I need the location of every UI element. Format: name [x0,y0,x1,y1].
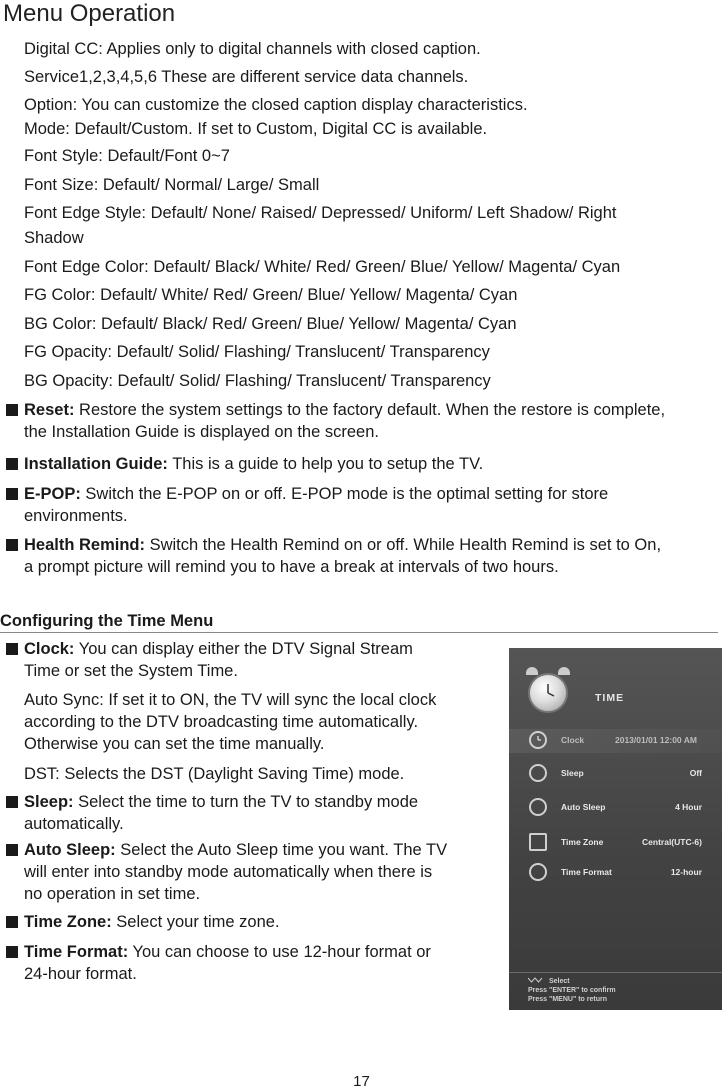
cc-line-font-size: Font Size: Default/ Normal/ Large/ Small [24,176,320,194]
tv-menu-item-clock[interactable] [509,729,722,753]
sleep-icon [529,764,547,782]
tv-menu-footer [509,972,722,973]
bullet-icon [6,458,18,470]
tv-menu-item-auto-sleep[interactable] [509,796,722,820]
tv-menu-value: Off [689,768,702,778]
clock-format-icon [529,863,547,881]
alarm-clock-icon [528,673,568,713]
reset-item: Reset: Restore the system settings to the factory default. When the restore is complete, [6,400,665,420]
world-map-icon [529,833,547,851]
cc-line-bg-opacity: BG Opacity: Default/ Solid/ Flashing/ Translucent/ Transparency [24,372,491,390]
bullet-icon [6,643,18,655]
tv-menu-title: TIME [595,692,625,704]
time-zone-item: Time Zone: Select your time zone. [6,912,280,932]
bullet-icon [6,946,18,958]
auto-sleep-text-cont-1: will enter into standby mode automatically when there is [24,863,433,881]
epop-item: E-POP: Switch the E-POP on or off. E-POP mode is the optimal setting for store [6,484,608,504]
health-remind-item: Health Remind: Switch the Health Remind on or off. While Health Remind is set to On, [6,535,661,555]
dst-line: DST: Selects the DST (Daylight Saving Time) mode. [24,765,405,783]
tv-menu-value: 4 Hour [675,802,702,812]
cc-line-font-style: Font Style: Default/Font 0~7 [24,147,230,165]
tv-menu-clock-value: 2013/01/01 12:00 AM [615,735,697,745]
clock-item: Clock: You can display either the DTV Signal Stream [6,639,413,659]
bullet-icon [6,404,18,416]
bullet-icon [6,916,18,928]
auto-sync-line-1: Auto Sync: If set it to ON, the TV will sync the local clock [24,691,437,709]
tv-menu-label: Time Zone [561,837,604,847]
tv-footer-menu: Press "MENU" to return [528,996,607,1003]
cc-line-font-edge-style: Font Edge Style: Default/ None/ Raised/ Depressed/ Uniform/ Left Shadow/ Right [24,204,617,222]
tv-menu-label: Clock [561,735,585,745]
auto-sleep-item: Auto Sleep: Select the Auto Sleep time you want. The TV [6,840,447,860]
tv-menu-item-time-format[interactable] [509,861,722,885]
tv-menu-label: Sleep [561,768,584,778]
tv-menu-value: 12-hour [670,867,702,877]
tv-menu-label: Time Format [561,867,612,877]
installation-guide-item: Installation Guide: This is a guide to help you to setup the TV. [6,454,483,474]
tv-menu-label: Auto Sleep [561,802,606,812]
tv-footer-enter: Press "ENTER" to confirm [528,987,616,994]
auto-sleep-icon [529,798,547,816]
clock-icon [529,731,547,749]
sleep-text-cont: automatically. [24,815,124,833]
auto-sleep-text-cont-2: no operation in set time. [24,885,201,903]
time-format-text-cont: 24-hour format. [24,965,137,983]
cc-line-shadow: Shadow [24,229,84,247]
tv-menu-value: Central(UTC-6) [642,837,702,847]
time-format-item: Time Format: You can choose to use 12-hour format or [6,942,431,962]
auto-sync-line-2: according to the DTV broadcasting time automatically. [24,713,419,731]
tv-menu-item-sleep[interactable] [509,762,722,786]
up-down-arrows-icon [528,977,542,983]
cc-line-option: Option: You can customize the closed caption display characteristics. [24,96,528,114]
bullet-icon [6,844,18,856]
cc-line-fg-color: FG Color: Default/ White/ Red/ Green/ Blue/ Yellow/ Magenta/ Cyan [24,286,518,304]
cc-line-font-edge-color: Font Edge Color: Default/ Black/ White/ Red/ Green/ Blue/ Yellow/ Magenta/ Cyan [24,258,621,276]
tv-time-menu [509,648,722,1010]
epop-text-cont: environments. [24,507,128,525]
page-number: 17 [353,1073,370,1090]
tv-menu-item-time-zone[interactable] [509,831,722,855]
section-title: Configuring the Time Menu [0,612,718,633]
cc-line-service: Service1,2,3,4,5,6 These are different service data channels. [24,68,469,86]
cc-line-mode: Mode: Default/Custom. If set to Custom, Digital CC is available. [24,120,488,138]
auto-sync-line-3: Otherwise you can set the time manually. [24,735,325,753]
bullet-icon [6,796,18,808]
reset-text-cont: the Installation Guide is displayed on the screen. [24,423,379,441]
page-title: Menu Operation [3,0,176,27]
bullet-icon [6,539,18,551]
sleep-item: Sleep: Select the time to turn the TV to standby mode [6,792,418,812]
bullet-icon [6,488,18,500]
tv-footer-select: Select [549,978,570,985]
clock-text-cont: Time or set the System Time. [24,662,238,680]
health-text-cont: a prompt picture will remind you to have a break at intervals of two hours. [24,558,559,576]
cc-line-fg-opacity: FG Opacity: Default/ Solid/ Flashing/ Translucent/ Transparency [24,343,490,361]
cc-line-digital: Digital CC: Applies only to digital channels with closed caption. [24,40,481,58]
cc-line-bg-color: BG Color: Default/ Black/ Red/ Green/ Blue/ Yellow/ Magenta/ Cyan [24,315,517,333]
